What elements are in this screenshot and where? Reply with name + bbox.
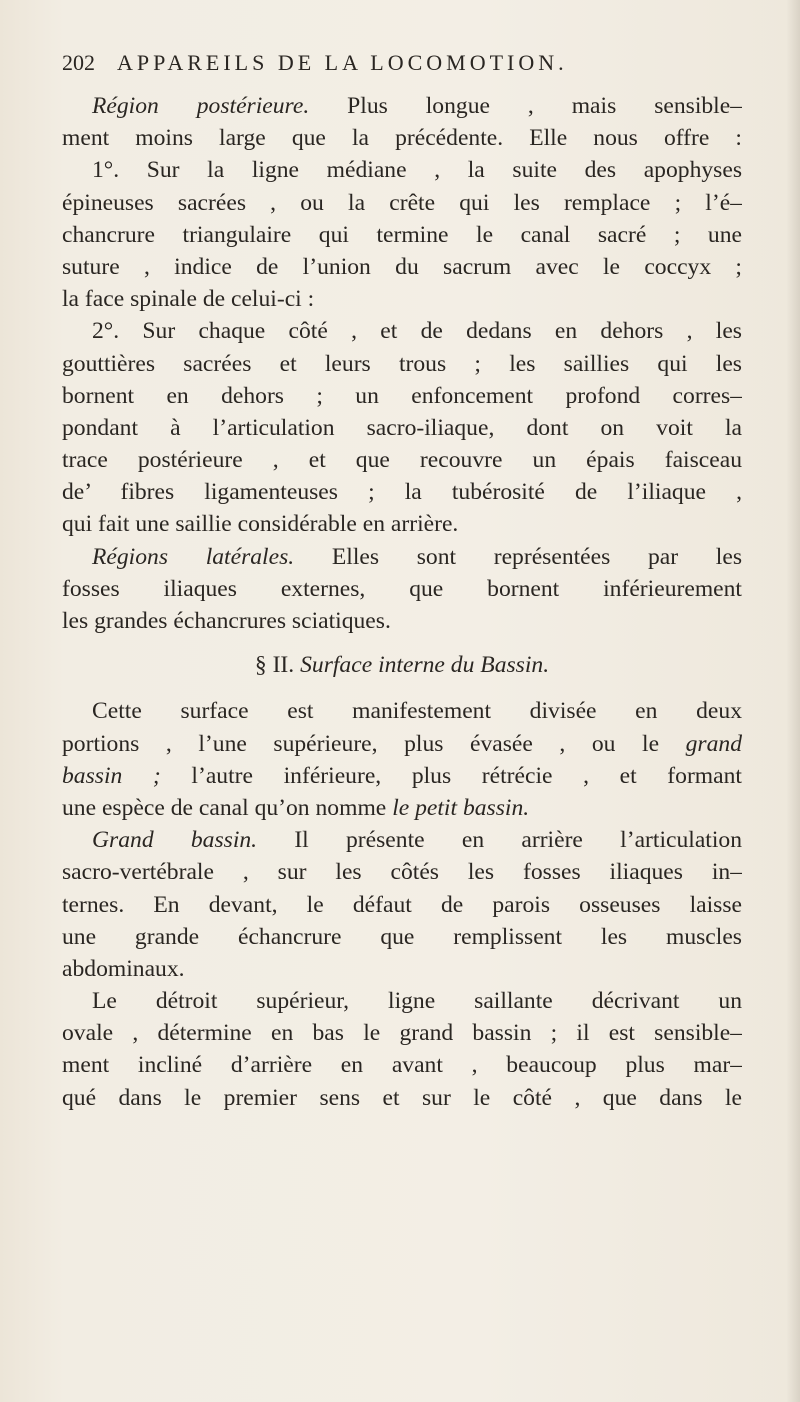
text-line: Régions latérales. Elles sont représentées par les xyxy=(92,543,742,570)
running-title: APPAREILS DE LA LOCOMOTION. xyxy=(117,50,568,75)
text-line: portions , l’une supérieure, plus évasée , ou le grand xyxy=(62,730,742,757)
subheading-regions-laterales: Régions latérales. xyxy=(92,543,295,570)
text-line: ternes. En devant, le défaut de parois osseuses laisse xyxy=(62,891,742,918)
text-line: bornent en dehors ; un enfoncement profond corres– xyxy=(62,382,742,409)
text-line: qui fait une saillie considérable en arrière. xyxy=(62,511,459,538)
text-line: pondant à l’articulation sacro-iliaque, dont on voit la xyxy=(62,414,742,441)
section-heading: § II. Surface interne du Bassin. xyxy=(254,652,550,679)
text-line: qué dans le premier sens et sur le côté , que dans le xyxy=(62,1084,742,1111)
paragraph-grand-bassin xyxy=(62,824,742,985)
paragraph-region-posterieure xyxy=(62,90,742,315)
body-text xyxy=(62,90,742,1114)
text-line: ment moins large que la précédente. Elle nous offre : xyxy=(62,125,742,152)
text-line: ment incliné d’arrière en avant , beaucoup plus mar– xyxy=(62,1052,742,1079)
text-line: Grand bassin. Il présente en arrière l’articulation xyxy=(92,827,742,854)
page-number: 202 xyxy=(62,50,95,75)
paragraph-detroit-superieur xyxy=(62,985,742,1114)
subheading-grand-bassin: Grand bassin. xyxy=(92,827,258,854)
text-line: 2°. Sur chaque côté , et de dedans en dehors , les xyxy=(92,318,742,345)
paragraph-cote xyxy=(62,315,742,540)
text-line: Le détroit supérieur, ligne saillante décrivant un xyxy=(92,988,742,1015)
page-edge-shadow xyxy=(786,0,800,1402)
running-header xyxy=(62,50,672,82)
text-line: ovale , détermine en bas le grand bassin ; il est sensible– xyxy=(62,1020,742,1047)
text-line: Cette surface est manifestement divisée en deux xyxy=(92,698,742,725)
text-line: épineuses sacrées , ou la crête qui les remplace ; l’é– xyxy=(62,189,742,216)
text-line: chancrure triangulaire qui termine le canal sacré ; une xyxy=(62,221,742,248)
text-line: bassin ; l’autre inférieure, plus rétrécie , et formant xyxy=(62,762,742,789)
text-line: trace postérieure , et que recouvre un épais faisceau xyxy=(62,447,742,474)
text-line: la face spinale de celui-ci : xyxy=(62,286,315,313)
text-line: gouttières sacrées et leurs trous ; les saillies qui les xyxy=(62,350,742,377)
text-line: une espèce de canal qu’on nomme le petit bassin. xyxy=(62,794,530,821)
text-line: les grandes échancrures sciatiques. xyxy=(62,608,391,634)
text-line: Région postérieure. Plus longue , mais sensible– xyxy=(92,93,742,119)
text-line: de’ fibres ligamenteuses ; la tubérosité de l’iliaque , xyxy=(62,479,742,506)
section-title: Surface interne du Bassin. xyxy=(300,652,550,679)
paragraph-regions-laterales xyxy=(62,541,742,638)
text-line: sacro-vertébrale , sur les côtés les fosses iliaques in– xyxy=(62,859,742,886)
subheading-region-posterieure: Région postérieure. xyxy=(92,93,310,119)
text-line: abdominaux. xyxy=(62,955,185,982)
text-line: une grande échancrure que remplissent les muscles xyxy=(62,923,742,950)
text-line: fosses iliaques externes, que bornent inférieurement xyxy=(62,575,742,602)
text-line: 1°. Sur la ligne médiane , la suite des apophyses xyxy=(92,157,742,184)
paragraph-surface-interne xyxy=(62,695,742,824)
text-line: suture , indice de l’union du sacrum avec le coccyx ; xyxy=(62,253,742,280)
